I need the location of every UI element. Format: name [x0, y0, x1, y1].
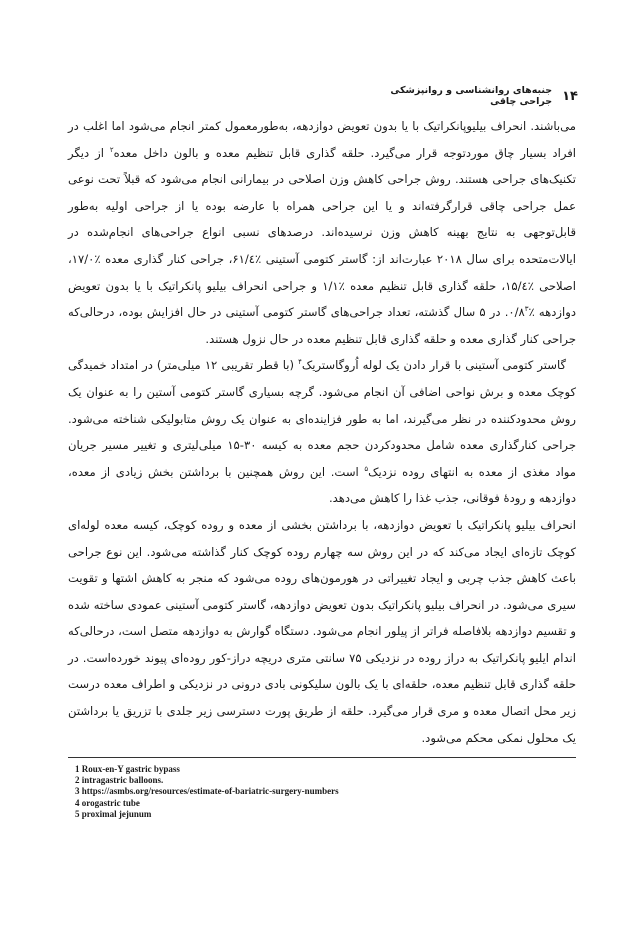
paragraph-3: انحراف بیلیو پانکراتیک با تعویض دوازدهه، با برداشتن بخشی از معده و روده کوچک، کیسه معده لوله‌ای کوچک تازه‌ای ایجاد می‌کند که در این روش سه چهارم روده کوچک کنار گذاشته می‌شود. این نوع جراحی باعث کاهش جذب چربی و ایجاد تغییراتی در هورمون‌های روده می‌شود که منجر به کاهش اشتها و تقویت سیری می‌شود. در انحراف بیلیو پانکراتیک بدون تعویض دوازدهه، گاستر کتومی آستینی عمودی ساخته شده و تقسیم دوازدهه بلافاصله فراتر از پیلور انجام می‌شود. دستگاه گوارش به دوازدهه متصل است، درحالی‌که اندام ایلیو پانکراتیک به دراز روده در نزدیکی ۷۵ سانتی متری دریچه دراز-کور روده‌ای پیوند خورده‌است. در حلقه گذاری قابل تنظیم معده، حلقه‌ای با یک بالون سلیکونی بادی درونی در نزدیکی و اطراف معده درست زیر محل اتصال معده و مری قرار می‌گیرد. حلقه از طریق پورت دسترسی زیر جلدی با تزریق یا برداشتن یک محلول نمکی محکم می‌شود.: [68, 517, 576, 745]
page-number: ۱۴: [562, 88, 578, 104]
page-header: [373, 87, 578, 105]
footnote-ref-4[interactable]: ۴: [298, 358, 302, 367]
footnotes: [75, 764, 575, 820]
footnote-2: 2 intragastric balloons.: [75, 775, 164, 786]
footnote-3[interactable]: 3 https://asmbs.org/resources/estimate-of-bariatric-surgery-numbers: [75, 786, 339, 797]
paragraph-2: [68, 352, 576, 512]
footnote-ref-5[interactable]: ۵: [364, 464, 369, 473]
body-text: [68, 113, 576, 751]
footnote-ref-3[interactable]: ۳: [524, 305, 529, 314]
footnote-1: 1 Roux-en-Y gastric bypass: [75, 764, 180, 774]
paragraph-1-text-c: . در ۵ سال گذشته، تعداد جراحی‌های گاستر کتومی آستینی در حال افزایش بوده، درحالی‌که جراحی کنار گذاری معده و حلقه گذاری قابل تنظیم معده در حال نزول هستند.: [68, 305, 576, 346]
paragraph-2-text-b: (با قطر تقریبی ۱۲ میلی‌متر) در امتداد خمیدگی کوچک معده و برش نواحی اضافی آن انجام می‌شود. گرچه بسیاری گاستر کتومی آستین را به عنوان یک روش محدودکننده در نظر می‌گیرند، اما به طور فزاینده‌ای به عنوان یک روش متابولیکی شناخته می‌شود. جراحی کنارگذاری معده شامل محدودکردن حجم معده به کیسه ۳۰-۱۵ میلی‌لیتری و تغییر مسیر جریان مواد مغذی از معده به انتهای روده نزدیک: [68, 358, 576, 479]
running-title: جنبه‌های روانشناسی و روانپزشکی جراحی چاقی: [390, 85, 553, 107]
paragraph-1: [68, 113, 576, 352]
footnote-divider: [68, 757, 576, 758]
footnote-4: 4 orogastric tube: [75, 797, 140, 808]
footnote-5: 5 proximal jejunum: [75, 808, 152, 819]
paragraph-2-text-a: گاستر کتومی آستینی با قرار دادن یک لوله اُروگاستریک: [301, 358, 566, 373]
paragraph-2-text-c: است. این روش همچنین با برداشتن بخش زیادی از معده، دوازدهه و رودهٔ فوقانی، جذب غذا را کاهش می‌دهد.: [68, 464, 576, 506]
footnote-ref-2[interactable]: ۲: [109, 145, 114, 154]
paragraph-1-text-a: می‌باشند. انحراف بیلیوپانکراتیک با یا بدون تعویض دوازدهه، به‌طورمعمول کمتر انجام می‌شود اما اغلب در افراد بسیار چاق موردتوجه قرار می‌گیرد. حلقه گذاری قابل تنظیم معده و بالون داخل معده: [68, 119, 576, 160]
paragraph-1-text-b: از دیگر تکنیک‌های جراحی هستند. روش جراحی کاهش وزن اصلاحی در بیمارانی انجام می‌شود که قبلاً تحت نوعی عمل جراحی چاقی قرارگرفته‌اند و یا این جراحی همراه با عارضه بوده یا از جراحی اولیه به‌طور قابل‌توجهی به نتایج بهینه کاهش وزن نرسیده‌اند. درصدهای نسبی انواع جراحی‌های انجام‌شده در ایالات‌متحده برای سال ۲۰۱۸ عبارت‌اند از: گاستر کتومی آستینی ٪۶۱/٤، جراحی کنار گذاری معده ٪۱۷/۰، اصلاحی ٪۱۵/٤، حلقه گذاری قابل تنظیم معده ٪۱/۱ و جراحی انحراف بیلیو پانکراتیک با یا بدون تعویض دوازدهه ٪۰/۸: [68, 145, 576, 320]
